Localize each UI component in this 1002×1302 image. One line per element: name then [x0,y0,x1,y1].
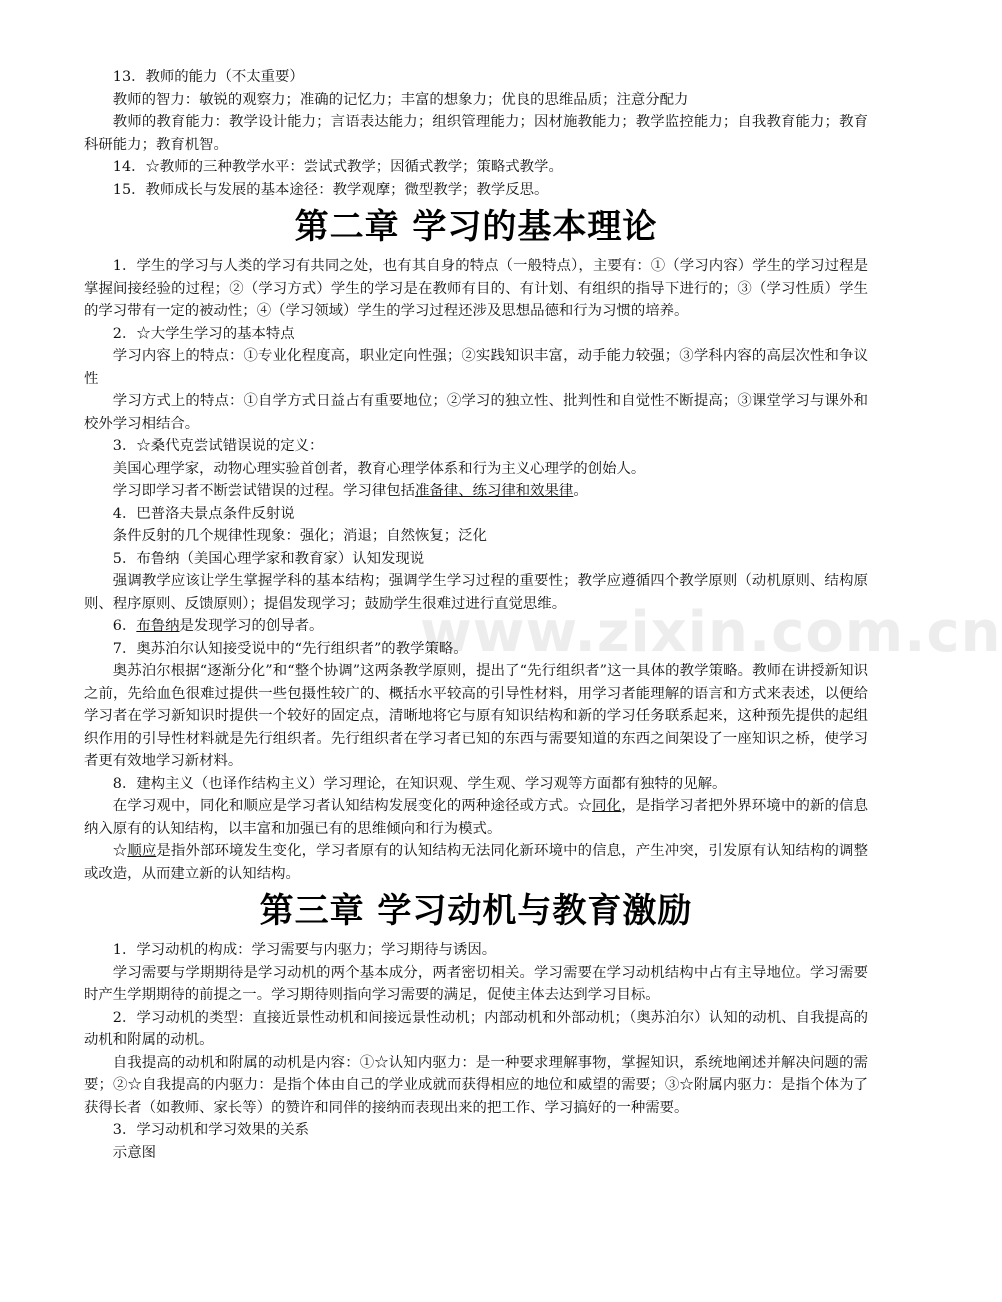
paragraph [84,345,868,390]
paragraph [84,795,868,840]
paragraph [84,1052,868,1120]
paragraph [84,66,868,89]
underlined-term: 布鲁纳 [136,618,180,634]
paragraph-text: 学习内容上的特点：①专业化程度高，职业定向性强；②实践知识丰富，动手能力较强；③学科内容的高层次性和争议性 [84,348,868,387]
paragraph-text: 示意图 [112,1144,156,1161]
underlined-term: 同化 [592,798,622,814]
paragraph [84,458,868,481]
paragraph [84,525,868,548]
paragraph-text: 4．巴普洛夫景点条件反射说 [112,505,295,522]
paragraph-text: 1．学习动机的构成：学习需要与内驱力；学习期待与诱因。 [112,942,497,958]
watermark: www.zixin.com.cn [420,600,1002,665]
paragraph-text: 1．学生的学习与人类的学习有共同之处，也有其自身的特点（一般特点），主要有：①（学习内容）学生的学习过程是掌握间接经验的过程；②（学习方式）学生的学习是在教师有目的、有计划、有组织的指导下进行的；③（学习性质）学生的学习带有一定的被动性；④（学习领域）学生的学习过程还涉及思想品德和行为习惯的培养。 [84,258,868,319]
paragraph [84,255,868,323]
paragraph-text: 2．☆大学生学习的基本特点 [112,325,295,342]
paragraph [84,660,868,773]
paragraph [84,773,868,796]
paragraph [84,962,868,1007]
paragraph [84,503,868,526]
paragraph-text: 奥苏泊尔根据“逐渐分化”和“整个协调”这两条教学原则，提出了“先行组织者”这一具体的教学策略。教师在讲授新知识之前，先给血色很难过提供一些包摄性较广的、概括水平较高的引导性材料，用学习者能理解的语言和方式来表述，以便给学习者在学习新知识时提供一个较好的固定点，清晰地将它与原有知识结构和新的学习任务联系起来，这种预先提供的起组织作用的引导性材料就是先行组织者。先行组织者在学习者已知的东西与需要知道的东西之间架设了一座知识之桥，使学习者更有效地学习新材料。 [84,663,868,769]
paragraph-text: 在学习观中，同化和顺应是学习者认知结构发展变化的两种途径或方式。☆ [112,798,593,814]
paragraph-text: 强调教学应该让学生掌握学科的基本结构；强调学生学习过程的重要性；教学应遵循四个教学原则（动机原则、结构原则、程序原则、反馈原则）；提倡发现学习；鼓励学生很难过进行直觉思维。 [84,573,868,612]
paragraph-text: 7．奥苏泊尔认知接受说中的“先行组织者”的教学策略。 [112,640,468,657]
paragraph-text: 5．布鲁纳（美国心理学家和教育家）认知发现说 [112,550,425,567]
paragraph-text: 14．☆教师的三种教学水平：尝试式教学；因循式教学；策略式教学。 [112,159,563,175]
paragraph [84,939,868,962]
chapter-heading [84,889,868,933]
paragraph-text: 。 [573,483,588,499]
paragraph-text: 学习即学习者不断尝试错误的过程。学习律包括 [112,483,416,499]
paragraph-text: 学习方式上的特点：①自学方式日益占有重要地位；②学习的独立性、批判性和自觉性不断提高；③课堂学习与课外和校外学习相结合。 [84,393,868,432]
paragraph [84,570,868,615]
paragraph [84,548,868,571]
chapter-heading [84,205,868,249]
paragraph-text: 教师的智力：敏锐的观察力；准确的记忆力；丰富的想象力；优良的思维品质；注意分配力 [112,91,689,108]
paragraph-text: ☆ [112,843,128,859]
paragraph [84,323,868,346]
paragraph-text: 学习需要与学期期待是学习动机的两个基本成分，两者密切相关。学习需要在学习动机结构中占有主导地位。学习需要时产生学期期待的前提之一。学习期待则指向学习需要的满足，促使主体去达到学习目标。 [84,964,868,1003]
paragraph-text: 15．教师成长与发展的基本途径：教学观摩；微型教学；教学反思。 [112,181,549,198]
paragraph [84,480,868,503]
paragraph [84,615,868,638]
paragraph [84,1007,868,1052]
paragraph-text: 2．学习动机的类型：直接近景性动机和间接远景性动机；内部动机和外部动机；（奥苏泊尔）认知的动机、自我提高的动机和附属的动机。 [84,1009,868,1048]
document-body [84,66,1002,1164]
paragraph-text: 8．建构主义（也译作结构主义）学习理论，在知识观、学生观、学习观等方面都有独特的见解。 [112,775,727,792]
chapter-heading-text: 第二章 学习的基本理论 [294,207,658,247]
paragraph [84,840,868,885]
paragraph-text: 13．教师的能力（不太重要） [112,69,304,85]
paragraph-text: 条件反射的几个规律性现象：强化；消退；自然恢复；泛化 [112,528,487,544]
paragraph-text: 3．☆桑代克尝试错误说的定义： [112,438,324,454]
paragraph [84,89,868,112]
underlined-term: 顺应 [127,843,157,859]
paragraph [84,390,868,435]
paragraph [84,111,868,156]
paragraph [84,1142,868,1165]
paragraph-text: 自我提高的动机和附属的动机是内容：①☆认知内驱力：是一种要求理解事物，掌握知识，系统地阐述并解决问题的需要；②☆自我提高的内驱力：是指个体由自己的学业成就而获得相应的地位和威望的需要；③☆附属内驱力：是指个体为了获得长者（如教师、家长等）的赞许和同伴的接纳而表现出来的把工作、学习搞好的一种需要。 [84,1054,868,1116]
paragraph [84,638,868,661]
paragraph-text: 是指外部环境发生变化，学习者原有的认知结构无法同化新环境中的信息，产生冲突，引发原有认知结构的调整或改造，从而建立新的认知结构。 [84,843,868,882]
paragraph [84,435,868,458]
paragraph [84,156,868,179]
paragraph-text: 6． [112,618,137,634]
paragraph-text: ，是指学习者把外界环境中的新的信息纳入原有的认知结构，以丰富和加强已有的思维倾向和行为模式。 [84,798,868,837]
paragraph-text: 教师的教育能力：教学设计能力；言语表达能力；组织管理能力；因材施教能力；教学监控能力；自我教育能力；教育科研能力；教育机智。 [84,114,868,153]
paragraph-text: 美国心理学家，动物心理实验首创者，教育心理学体系和行为主义心理学的创始人。 [112,460,646,477]
paragraph-text: 3．学习动机和学习效果的关系 [112,1122,310,1138]
paragraph-text: 是发现学习的创导者。 [179,618,324,634]
chapter-heading-text: 第三章 学习动机与教育激励 [259,891,693,931]
paragraph [84,1119,868,1142]
underlined-term: 准备律、练习律和效果律 [415,483,574,499]
paragraph [84,179,868,202]
